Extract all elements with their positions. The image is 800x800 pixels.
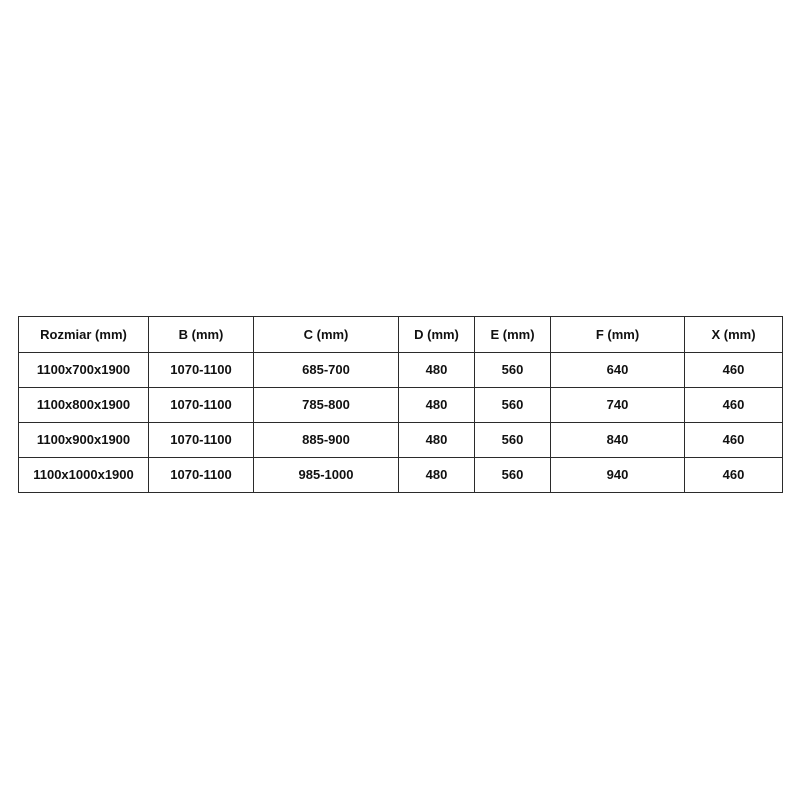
- cell-rozmiar: 1100x1000x1900: [19, 458, 149, 493]
- cell-c: 985-1000: [254, 458, 399, 493]
- cell-c: 885-900: [254, 423, 399, 458]
- column-header-c: C (mm): [254, 317, 399, 353]
- table-row: [19, 388, 783, 423]
- table-row: [19, 458, 783, 493]
- column-header-b: B (mm): [149, 317, 254, 353]
- cell-rozmiar: 1100x800x1900: [19, 388, 149, 423]
- cell-e: 560: [475, 423, 551, 458]
- cell-e: 560: [475, 388, 551, 423]
- cell-b: 1070-1100: [149, 353, 254, 388]
- column-header-rozmiar: Rozmiar (mm): [19, 317, 149, 353]
- cell-b: 1070-1100: [149, 388, 254, 423]
- cell-x: 460: [685, 458, 783, 493]
- cell-e: 560: [475, 458, 551, 493]
- cell-c: 785-800: [254, 388, 399, 423]
- table-row: [19, 353, 783, 388]
- cell-rozmiar: 1100x700x1900: [19, 353, 149, 388]
- cell-e: 560: [475, 353, 551, 388]
- column-header-d: D (mm): [399, 317, 475, 353]
- column-header-f: F (mm): [551, 317, 685, 353]
- cell-b: 1070-1100: [149, 458, 254, 493]
- cell-b: 1070-1100: [149, 423, 254, 458]
- cell-d: 480: [399, 388, 475, 423]
- cell-x: 460: [685, 423, 783, 458]
- cell-x: 460: [685, 353, 783, 388]
- cell-c: 685-700: [254, 353, 399, 388]
- cell-f: 840: [551, 423, 685, 458]
- cell-x: 460: [685, 388, 783, 423]
- cell-d: 480: [399, 353, 475, 388]
- column-header-x: X (mm): [685, 317, 783, 353]
- table-header: [19, 317, 783, 353]
- table-header-row: [19, 317, 783, 353]
- dimensions-table: [18, 316, 783, 493]
- cell-f: 940: [551, 458, 685, 493]
- cell-d: 480: [399, 423, 475, 458]
- column-header-e: E (mm): [475, 317, 551, 353]
- cell-rozmiar: 1100x900x1900: [19, 423, 149, 458]
- cell-d: 480: [399, 458, 475, 493]
- cell-f: 740: [551, 388, 685, 423]
- table-body: [19, 353, 783, 493]
- table-row: [19, 423, 783, 458]
- cell-f: 640: [551, 353, 685, 388]
